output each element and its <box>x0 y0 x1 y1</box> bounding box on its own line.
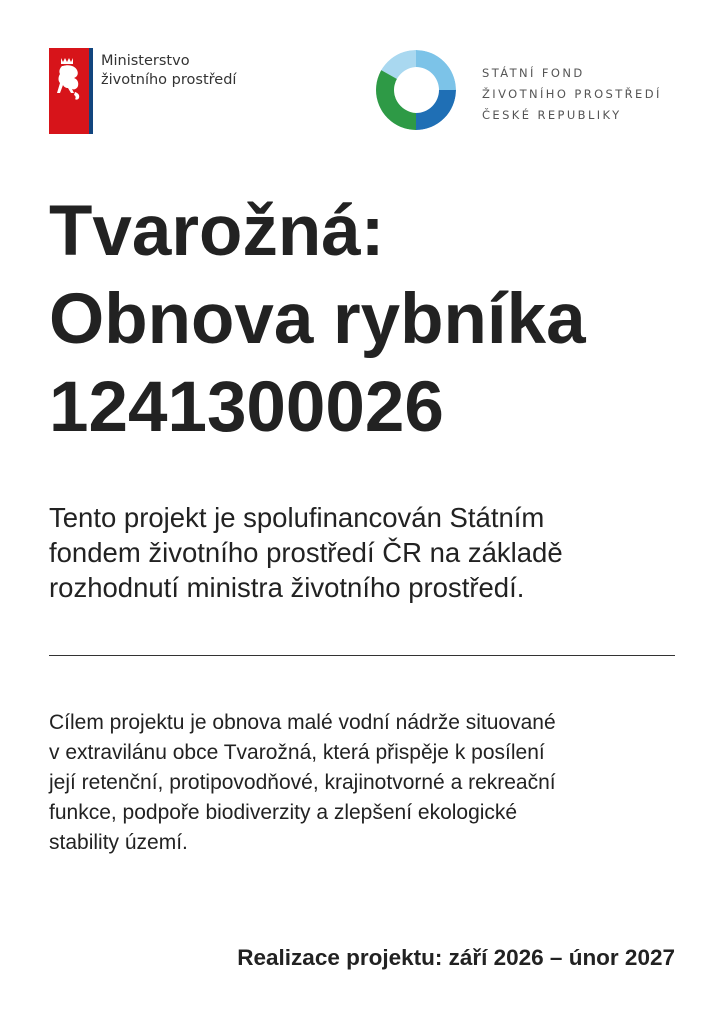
ministry-name <box>101 52 236 90</box>
fund-name-line2: ŽIVOTNÍHO PROSTŘEDÍ <box>482 87 662 101</box>
header <box>49 46 675 136</box>
description-line3: její retenční, protipovodňové, krajinotvorné a rekreační <box>49 771 556 794</box>
fund-name <box>482 63 662 126</box>
realization-period: Realizace projektu: září 2026 – únor 2027 <box>237 945 675 970</box>
description-line1: Cílem projektu je obnova malé vodní nádrže situované <box>49 711 556 734</box>
funding-statement <box>49 500 689 605</box>
ministry-flag-lion-logo <box>49 48 93 134</box>
title-line2: Obnova rybníka <box>49 280 586 359</box>
title-line1: Tvarožná: <box>49 192 385 271</box>
description-line2: v extravilánu obce Tvarožná, která přispěje k posílení <box>49 741 545 764</box>
circular-swirl-logo <box>375 49 457 131</box>
funding-statement-line2: fondem životního prostředí ČR na základě <box>49 537 563 568</box>
description-line4: funkce, podpoře biodiverzity a zlepšení ekologické <box>49 801 518 824</box>
fund-name-line3: ČESKÉ REPUBLIKY <box>482 108 622 122</box>
funding-statement-line3: rozhodnutí ministra životního prostředí. <box>49 572 525 603</box>
title-line3: 1241300026 <box>49 368 444 447</box>
project-description <box>49 708 689 858</box>
fund-name-line1: STÁTNÍ FOND <box>482 66 585 80</box>
page-title <box>49 188 689 452</box>
ministry-name-line2: životního prostředí <box>101 72 237 88</box>
description-line5: stability území. <box>49 831 188 854</box>
funding-statement-line1: Tento projekt je spolufinancován Státním <box>49 502 545 533</box>
divider <box>49 655 675 656</box>
ministry-name-line1: Ministerstvo <box>101 53 190 69</box>
